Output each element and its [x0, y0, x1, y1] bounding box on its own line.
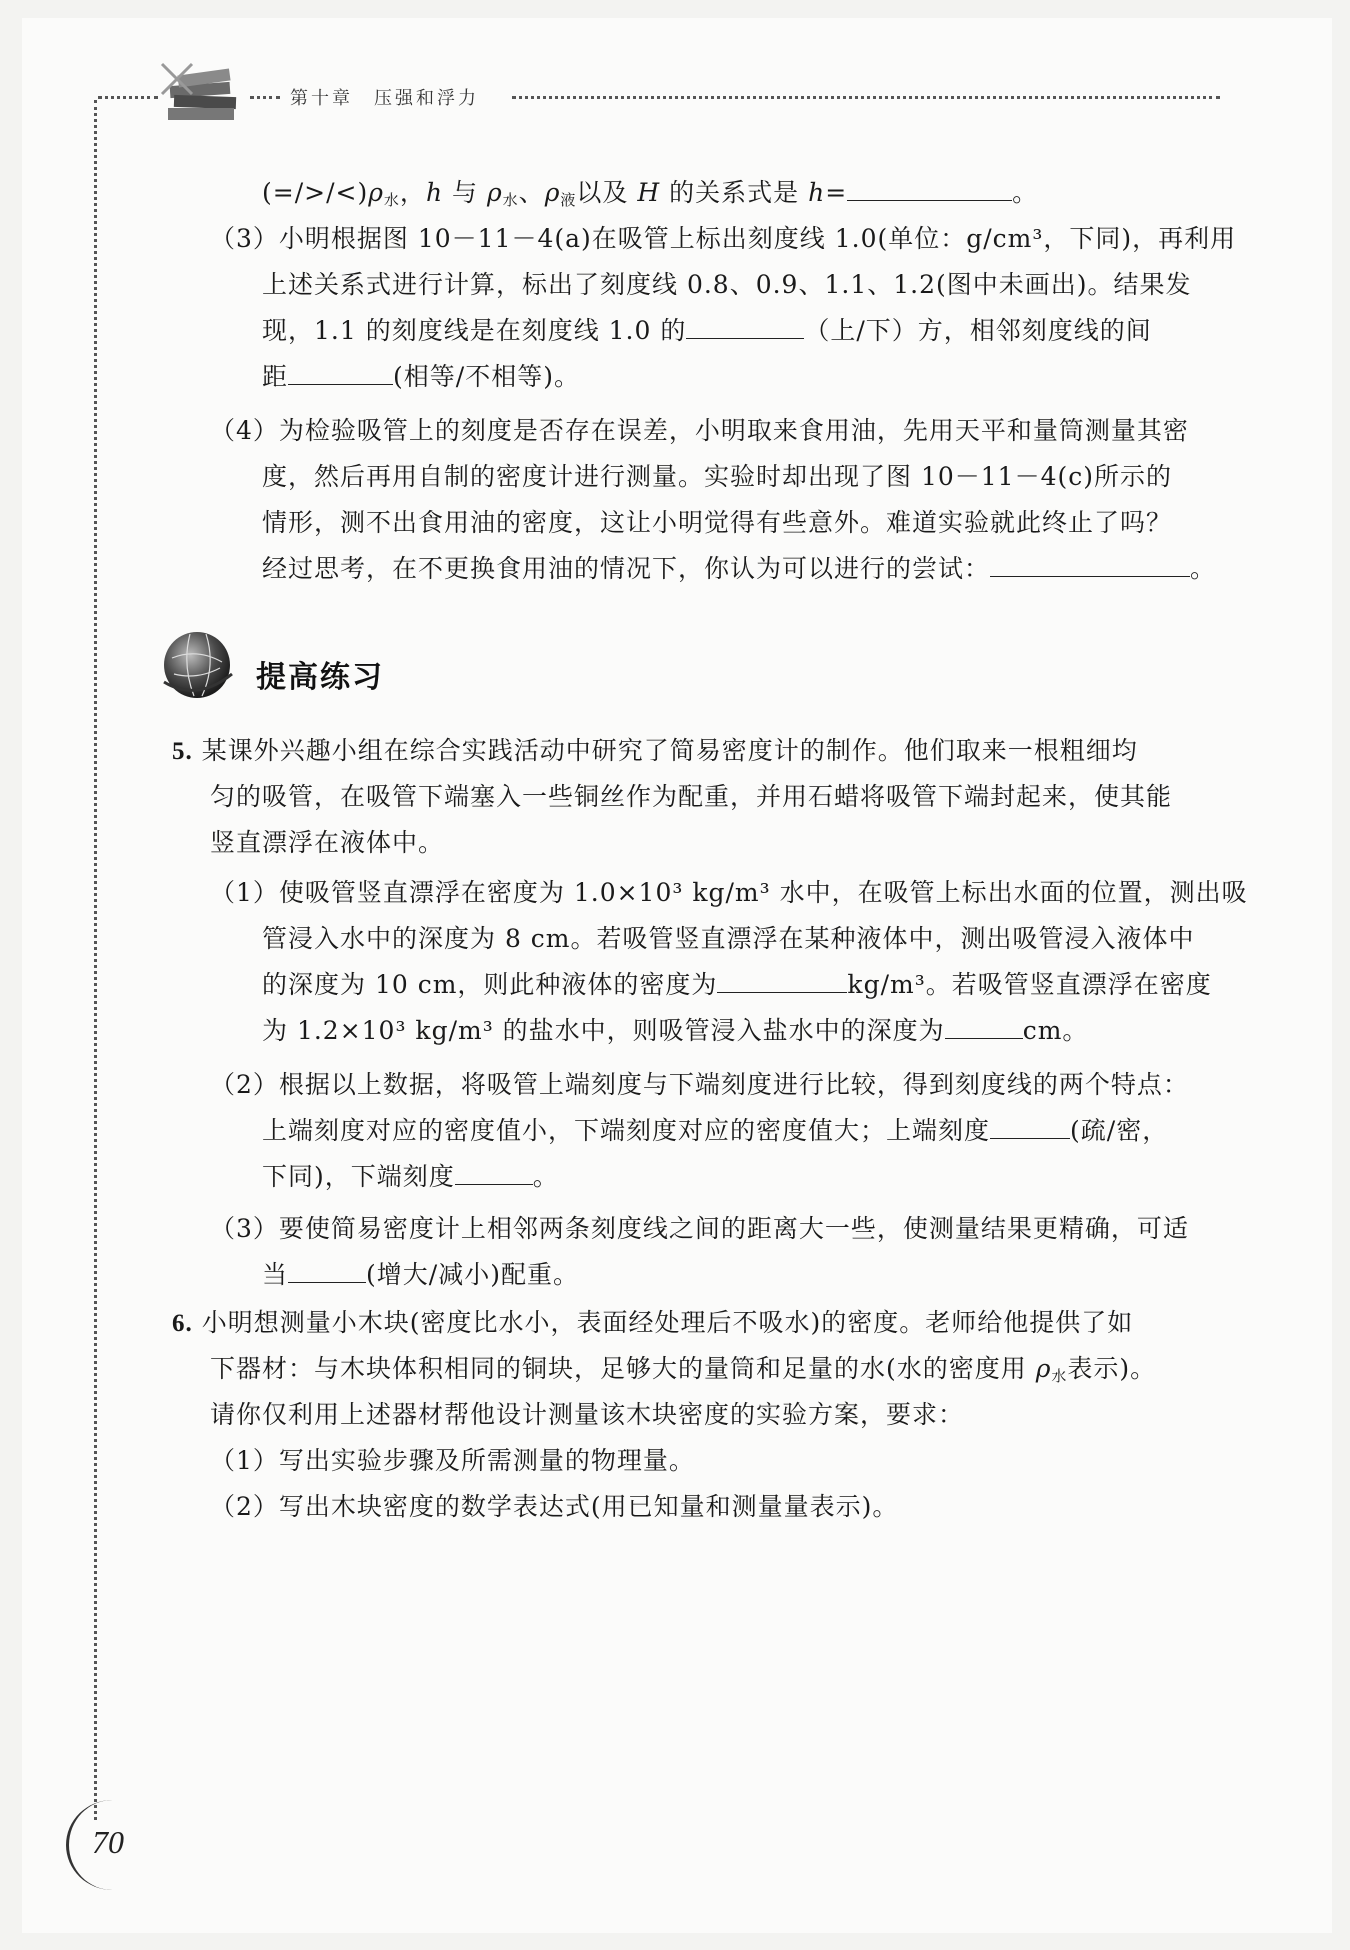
- q5-p1-line-1: （1）使吸管竖直漂浮在密度为 1.0×10³ kg/m³ 水中，在吸管上标出水面的位置，测出吸: [210, 878, 1248, 907]
- text: 与: [443, 178, 487, 207]
- text: 距: [262, 362, 289, 391]
- answer-blank[interactable]: [990, 1116, 1070, 1139]
- subscript-liquid: 液: [560, 191, 577, 209]
- q6-line-2: [210, 1352, 1156, 1393]
- text: 的深度为 10 cm，则此种液体的密度为: [262, 970, 718, 999]
- q5-p1-line-2: 管浸入水中的深度为 8 cm。若吸管竖直漂浮在某种液体中，测出吸管浸入液体中: [262, 924, 1195, 953]
- symbol-h: h: [808, 178, 826, 207]
- q6-line-1: [172, 1306, 1133, 1341]
- text: （上/下）方，相邻刻度线的间: [804, 316, 1152, 345]
- q5-p2-line-3: [262, 1160, 559, 1194]
- answer-blank[interactable]: [288, 1260, 366, 1283]
- q5-line-3: 竖直漂浮在液体中。: [210, 828, 445, 857]
- answer-blank[interactable]: [288, 362, 393, 385]
- answer-blank[interactable]: [717, 970, 847, 993]
- symbol-H: H: [637, 178, 661, 207]
- q3-line-3: [262, 314, 1152, 348]
- text: 上端刻度对应的密度值小，下端刻度对应的密度值大；上端刻度: [262, 1116, 991, 1145]
- q5-p1-line-3: [262, 968, 1212, 1002]
- subscript-water: 水: [502, 191, 519, 209]
- text: 下器材：与木块体积相同的铜块，足够大的量筒和足量的水(水的密度用: [210, 1354, 1036, 1383]
- subscript-water: 水: [383, 191, 400, 209]
- rho-symbol: ρ: [486, 178, 503, 207]
- symbol-h: h: [425, 178, 444, 207]
- answer-blank[interactable]: [945, 1016, 1023, 1039]
- q3-line-1: （3）小明根据图 10－11－4(a)在吸管上标出刻度线 1.0(单位：g/cm³，下同)，再利用: [210, 224, 1237, 253]
- subscript-water: 水: [1051, 1367, 1068, 1385]
- text: (相等/不相等)。: [393, 362, 580, 391]
- text: 小明想测量小木块(密度比水小，表面经处理后不吸水)的密度。老师给他提供了如: [201, 1308, 1134, 1337]
- q5-line-1: [172, 734, 1138, 769]
- q5-p1-line-4: [262, 1014, 1088, 1048]
- header-dotted-rule-mid: [250, 96, 280, 99]
- relation-choice: (=/>/<): [262, 178, 369, 207]
- answer-blank[interactable]: [847, 178, 1012, 201]
- q5-p3-line-1: （3）要使简易密度计上相邻两条刻度线之间的距离大一些，使测量结果更精确，可适: [210, 1214, 1189, 1243]
- books-icon: [152, 54, 252, 124]
- continuation-line: [262, 176, 1038, 217]
- q4-line-4: [262, 552, 1216, 586]
- answer-blank[interactable]: [455, 1162, 533, 1185]
- q3-line-2: 上述关系式进行计算，标出了刻度线 0.8、0.9、1.1、1.2(图中未画出)。结果发: [262, 270, 1192, 299]
- text: 的关系式是: [660, 178, 809, 207]
- rho-symbol: ρ: [544, 178, 561, 207]
- page-number: 70: [92, 1824, 124, 1860]
- rho-symbol: ρ: [1035, 1354, 1052, 1383]
- text: cm。: [1022, 1016, 1089, 1045]
- text: 经过思考，在不更换食用油的情况下，你认为可以进行的尝试：: [262, 554, 991, 583]
- text: (增大/减小)配重。: [366, 1260, 579, 1289]
- text: 。: [532, 1162, 559, 1191]
- q6-p1: （1）写出实验步骤及所需测量的物理量。: [210, 1446, 695, 1475]
- text: 下同)，下端刻度: [262, 1162, 455, 1191]
- separator: 、: [518, 178, 545, 207]
- q3-line-4: [262, 360, 580, 394]
- q4-line-2: 度，然后再用自制的密度计进行测量。实验时却出现了图 10－11－4(c)所示的: [262, 462, 1172, 491]
- header-dotted-rule-right: [512, 96, 1220, 99]
- equals: =: [825, 178, 848, 207]
- q6-p2: （2）写出木块密度的数学表达式(用已知量和测量量表示)。: [210, 1492, 899, 1521]
- answer-blank[interactable]: [686, 316, 804, 339]
- question-number: 6.: [172, 1310, 193, 1337]
- comma: ，: [399, 178, 426, 207]
- q5-line-2: 匀的吸管，在吸管下端塞入一些铜丝作为配重，并用石蜡将吸管下端封起来，使其能: [210, 782, 1173, 811]
- q4-line-1: （4）为检验吸管上的刻度是否存在误差，小明取来食用油，先用天平和量筒测量其密: [210, 416, 1189, 445]
- answer-blank[interactable]: [990, 554, 1190, 577]
- rho-symbol: ρ: [368, 178, 384, 207]
- margin-dotted-rule: [94, 100, 97, 1820]
- text: 以及: [576, 178, 638, 207]
- globe-icon: [160, 628, 234, 702]
- q5-p2-line-1: （2）根据以上数据，将吸管上端刻度与下端刻度进行比较，得到刻度线的两个特点：: [210, 1070, 1189, 1099]
- text: (疏/密，: [1070, 1116, 1169, 1145]
- text: 某课外兴趣小组在综合实践活动中研究了简易密度计的制作。他们取来一根粗细均: [201, 736, 1138, 765]
- section-title: 提高练习: [256, 660, 384, 695]
- text: 当: [262, 1260, 289, 1289]
- q4-line-3: 情形，测不出食用油的密度，这让小明觉得有些意外。难道实验就此终止了吗？: [262, 508, 1173, 537]
- text: 现，1.1 的刻度线是在刻度线 1.0 的: [262, 316, 687, 345]
- text: 表示)。: [1067, 1354, 1157, 1383]
- text: 。: [1190, 554, 1217, 583]
- text: 为 1.2×10³ kg/m³ 的盐水中，则吸管浸入盐水中的深度为: [262, 1016, 945, 1045]
- question-number: 5.: [172, 738, 193, 765]
- q6-line-3: 请你仅利用上述器材帮他设计测量该木块密度的实验方案，要求：: [210, 1400, 965, 1429]
- chapter-title: 第十章 压强和浮力: [290, 88, 479, 109]
- q5-p2-line-2: [262, 1114, 1168, 1148]
- q5-p3-line-2: [262, 1258, 579, 1292]
- period: 。: [1012, 178, 1039, 207]
- text: kg/m³。若吸管竖直漂浮在密度: [847, 970, 1212, 999]
- header-dotted-rule-left: [98, 96, 158, 99]
